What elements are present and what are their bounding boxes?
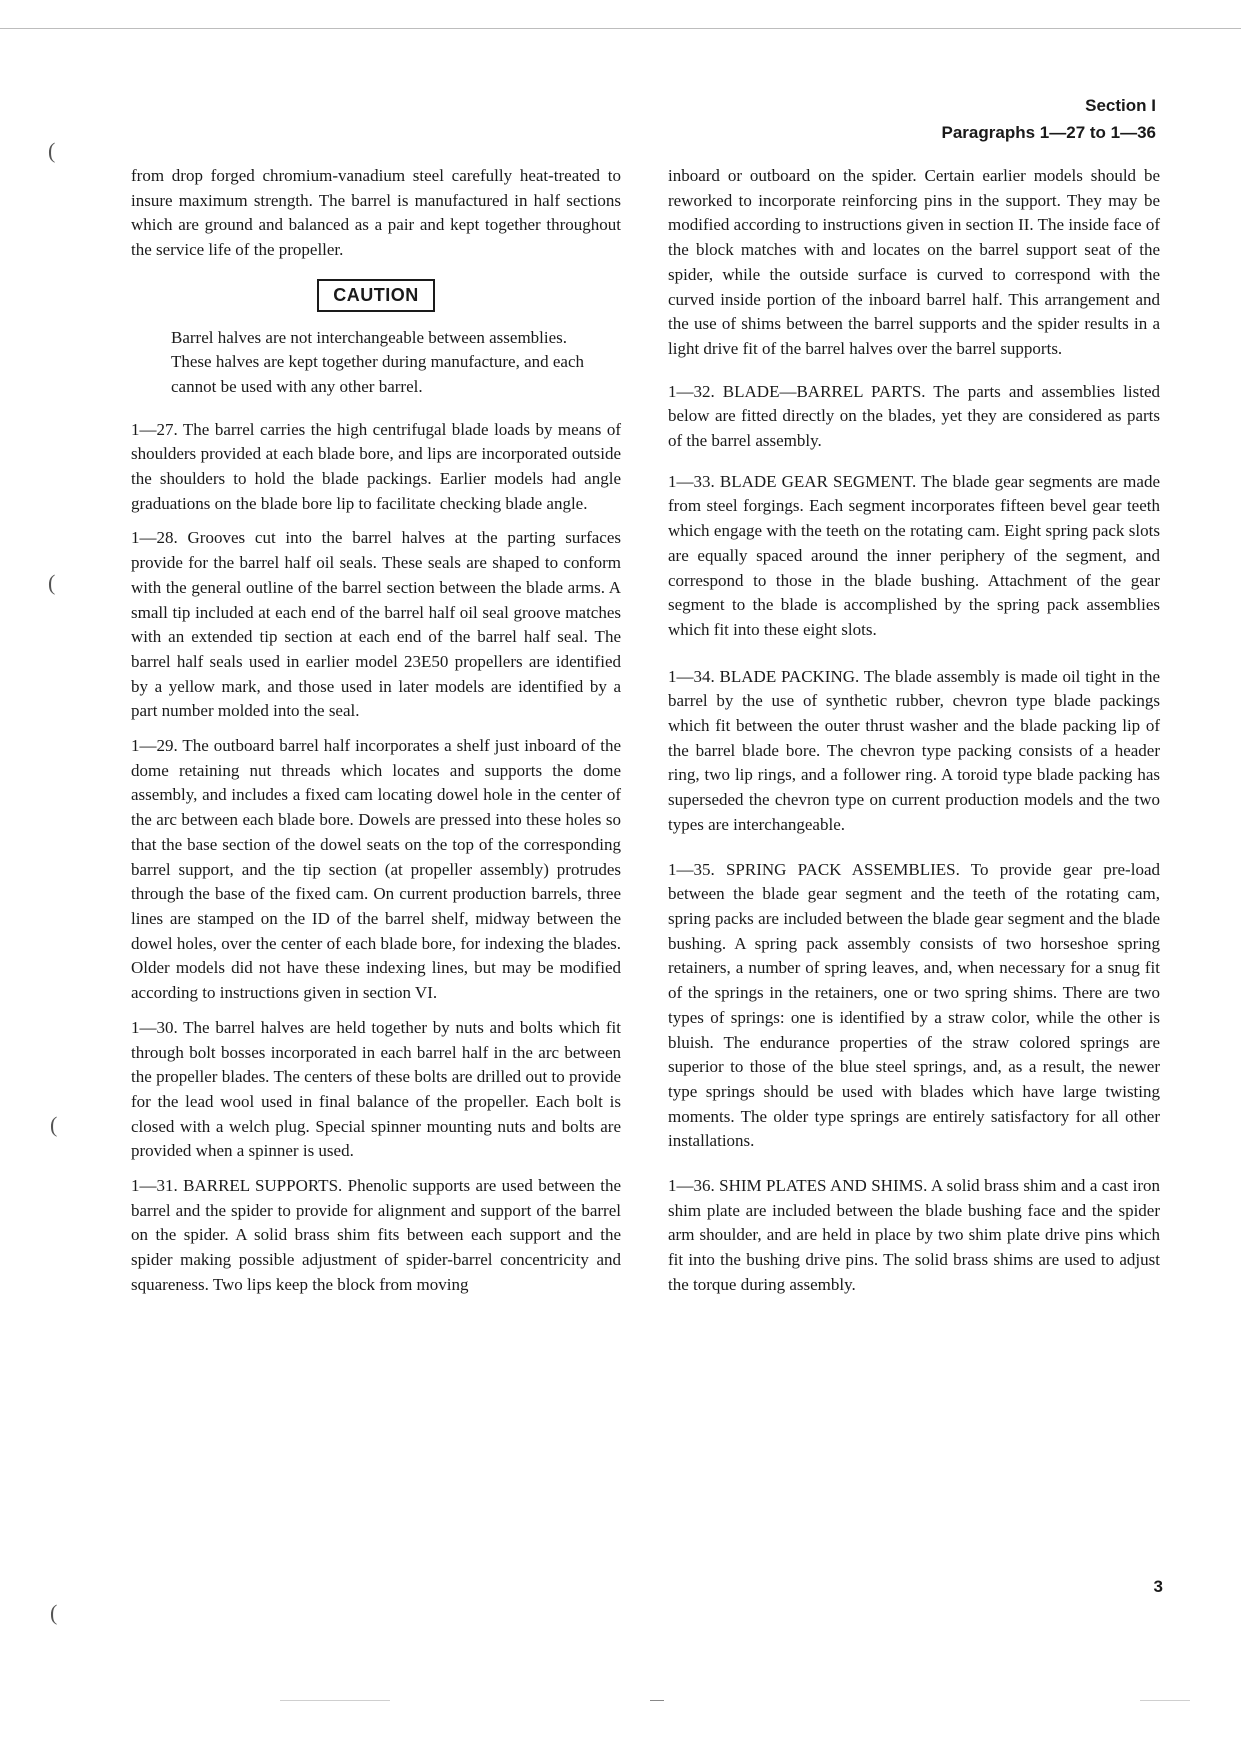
- top-scan-rule: [0, 28, 1241, 29]
- bottom-scan-rule: [650, 1700, 664, 1701]
- section-label: Section I: [1085, 96, 1156, 115]
- right-column: [668, 164, 1160, 1308]
- bottom-scan-rule: [1140, 1700, 1190, 1701]
- caution-label: CAUTION: [317, 279, 435, 312]
- paragraph-1-31: 1—31. BARREL SUPPORTS. Phenolic supports are used between the barrel and the spider to provide for alignment and support of the barrel on the spider. A solid brass shim fits between each support and the spider making possible adjustment of spider-barrel concentricity and squareness. Two lips keep the block from moving: [131, 1176, 621, 1294]
- paragraph-1-27: 1—27. The barrel carries the high centrifugal blade loads by means of shoulders provided at each blade bore, and lips are incorporated outside the shoulders to hold the blade packings. Earlier models had angle graduations on the blade bore lip to facilitate checking blade angle.: [131, 419, 621, 513]
- page-number: 3: [1153, 1577, 1163, 1596]
- paragraph-1-31-continued: inboard or outboard on the spider. Certain earlier models should be reworked to incorporate reinforcing pins in the support. They may be modified according to instructions given in section II. The inside face of the block matches with and locates on the barrel support seat of the spider, while the outside surface is curved to correspond with the curved inside portion of the inboard barrel half. This arrangement and the use of shims between the barrel supports and the spider results in a light drive fit of the barrel halves over the barrel supports.: [668, 166, 1160, 358]
- paragraph-1-28: 1—28. Grooves cut into the barrel halves at the parting surfaces provide for the barrel half oil seals. These seals are shaped to conform with the general outline of the barrel section between the blade arms. A small tip included at each end of the barrel half oil seal groove matches with an extended tip section at each end of the barrel half seal. The barrel half seals used in earlier model 23E50 propellers are identified by a yellow mark, and those used in later models are identified by a part number molded into the seal.: [131, 528, 621, 721]
- caution-callout: [131, 279, 621, 312]
- binding-mark: (: [48, 138, 56, 163]
- binding-mark: (: [48, 570, 56, 595]
- paragraph-1-36: 1—36. SHIM PLATES AND SHIMS. A solid brass shim and a cast iron shim plate are included between the blade bushing face and the spider arm shoulder, and are held in place by two shim plate drive pins which fit into the bushing drive pins. The solid brass shims are used to adjust the torque during assembly.: [668, 1176, 1160, 1294]
- bottom-scan-rule: [280, 1700, 390, 1701]
- paragraph-1-30: 1—30. The barrel halves are held together by nuts and bolts which fit through bolt bosses incorporated in each barrel half in the arc between the propeller blades. The centers of these bolts are drilled out to provide for the lead wool used in final balance of the propeller. Each bolt is closed with a welch plug. Special spinner mounting nuts and bolts are provided when a spinner is used.: [131, 1017, 621, 1161]
- page-header: [942, 92, 1156, 146]
- paragraph-1-34: 1—34. BLADE PACKING. The blade assembly is made oil tight in the barrel by the use of synthetic rubber, chevron type blade packings which fit between the outer thrust washer and the blade packing lip of the barrel blade bore. The chevron type packing consists of a header ring, two lip rings, and a follower ring. A toroid type blade packing has superseded the chevron type on current production models and the two types are interchangeable.: [668, 666, 1160, 834]
- paragraph-1-33: 1—33. BLADE GEAR SEGMENT. The blade gear segments are made from steel forgings. Each segment incorporates fifteen bevel gear teeth which engage with the teeth on the rotating cam. Eight spring pack slots are equally spaced around the inner periphery of the segment, and correspond to those in the blade bushing. Attachment of the gear segment to the blade is accomplished by the spring pack assemblies which fit into these eight slots.: [668, 471, 1160, 639]
- binding-mark: (: [50, 1112, 58, 1137]
- binding-mark: (: [50, 1600, 58, 1625]
- caution-text: Barrel halves are not interchangeable between assemblies. These halves are kept together during manufacture, and each cannot be used with any other barrel.: [171, 327, 585, 396]
- paragraph-1-29: 1—29. The outboard barrel half incorporates a shelf just inboard of the dome retaining nut threads which locates and supports the dome assembly, and includes a fixed cam locating dowel hole in the center of the arc between each blade bore. Dowels are pressed into these holes so that the base section of the dowel seats on the top of the corresponding barrel support, and the tip section (at propeller assembly) protrudes through the base of the fixed cam. On current production barrels, three lines are stamped on the ID of the barrel shelf, midway between the dowel holes, over the center of each blade bore, for indexing the blades. Older models did not have these indexing lines, but may be modified according to instructions given in section VI.: [131, 736, 621, 1003]
- paragraph-1-32: 1—32. BLADE—BARREL PARTS. The parts and assemblies listed below are fitted directly on the blades, yet they are considered as parts of the barrel assembly.: [668, 381, 1160, 451]
- left-column: [131, 164, 621, 1308]
- paragraph-1-35: 1—35. SPRING PACK ASSEMBLIES. To provide gear pre-load between the blade gear segment and the teeth of the rotating cam, spring packs are included between the blade gear segment and the blade bushing. A spring pack assembly consists of two horseshoe spring retainers, a number of spring leaves, and, when necessary for a snug fit of the springs in the retainers, one or two spring shims. There are two types of springs: one is identified by a straw color, while the other is bluish. The endurance properties of the straw colored springs are superior to those of the blue steel springs, and, as a result, the newer type springs should be used with blades which have large twisting moments. The older type springs are entirely satisfactory for all other installations.: [668, 859, 1160, 1151]
- paragraphs-label: Paragraphs 1—27 to 1—36: [941, 123, 1156, 142]
- paragraph-intro: from drop forged chromium-vanadium steel carefully heat-treated to insure maximum strength. The barrel is manufactured in half sections which are ground and balanced as a pair and kept together throughout the service life of the propeller.: [131, 166, 621, 260]
